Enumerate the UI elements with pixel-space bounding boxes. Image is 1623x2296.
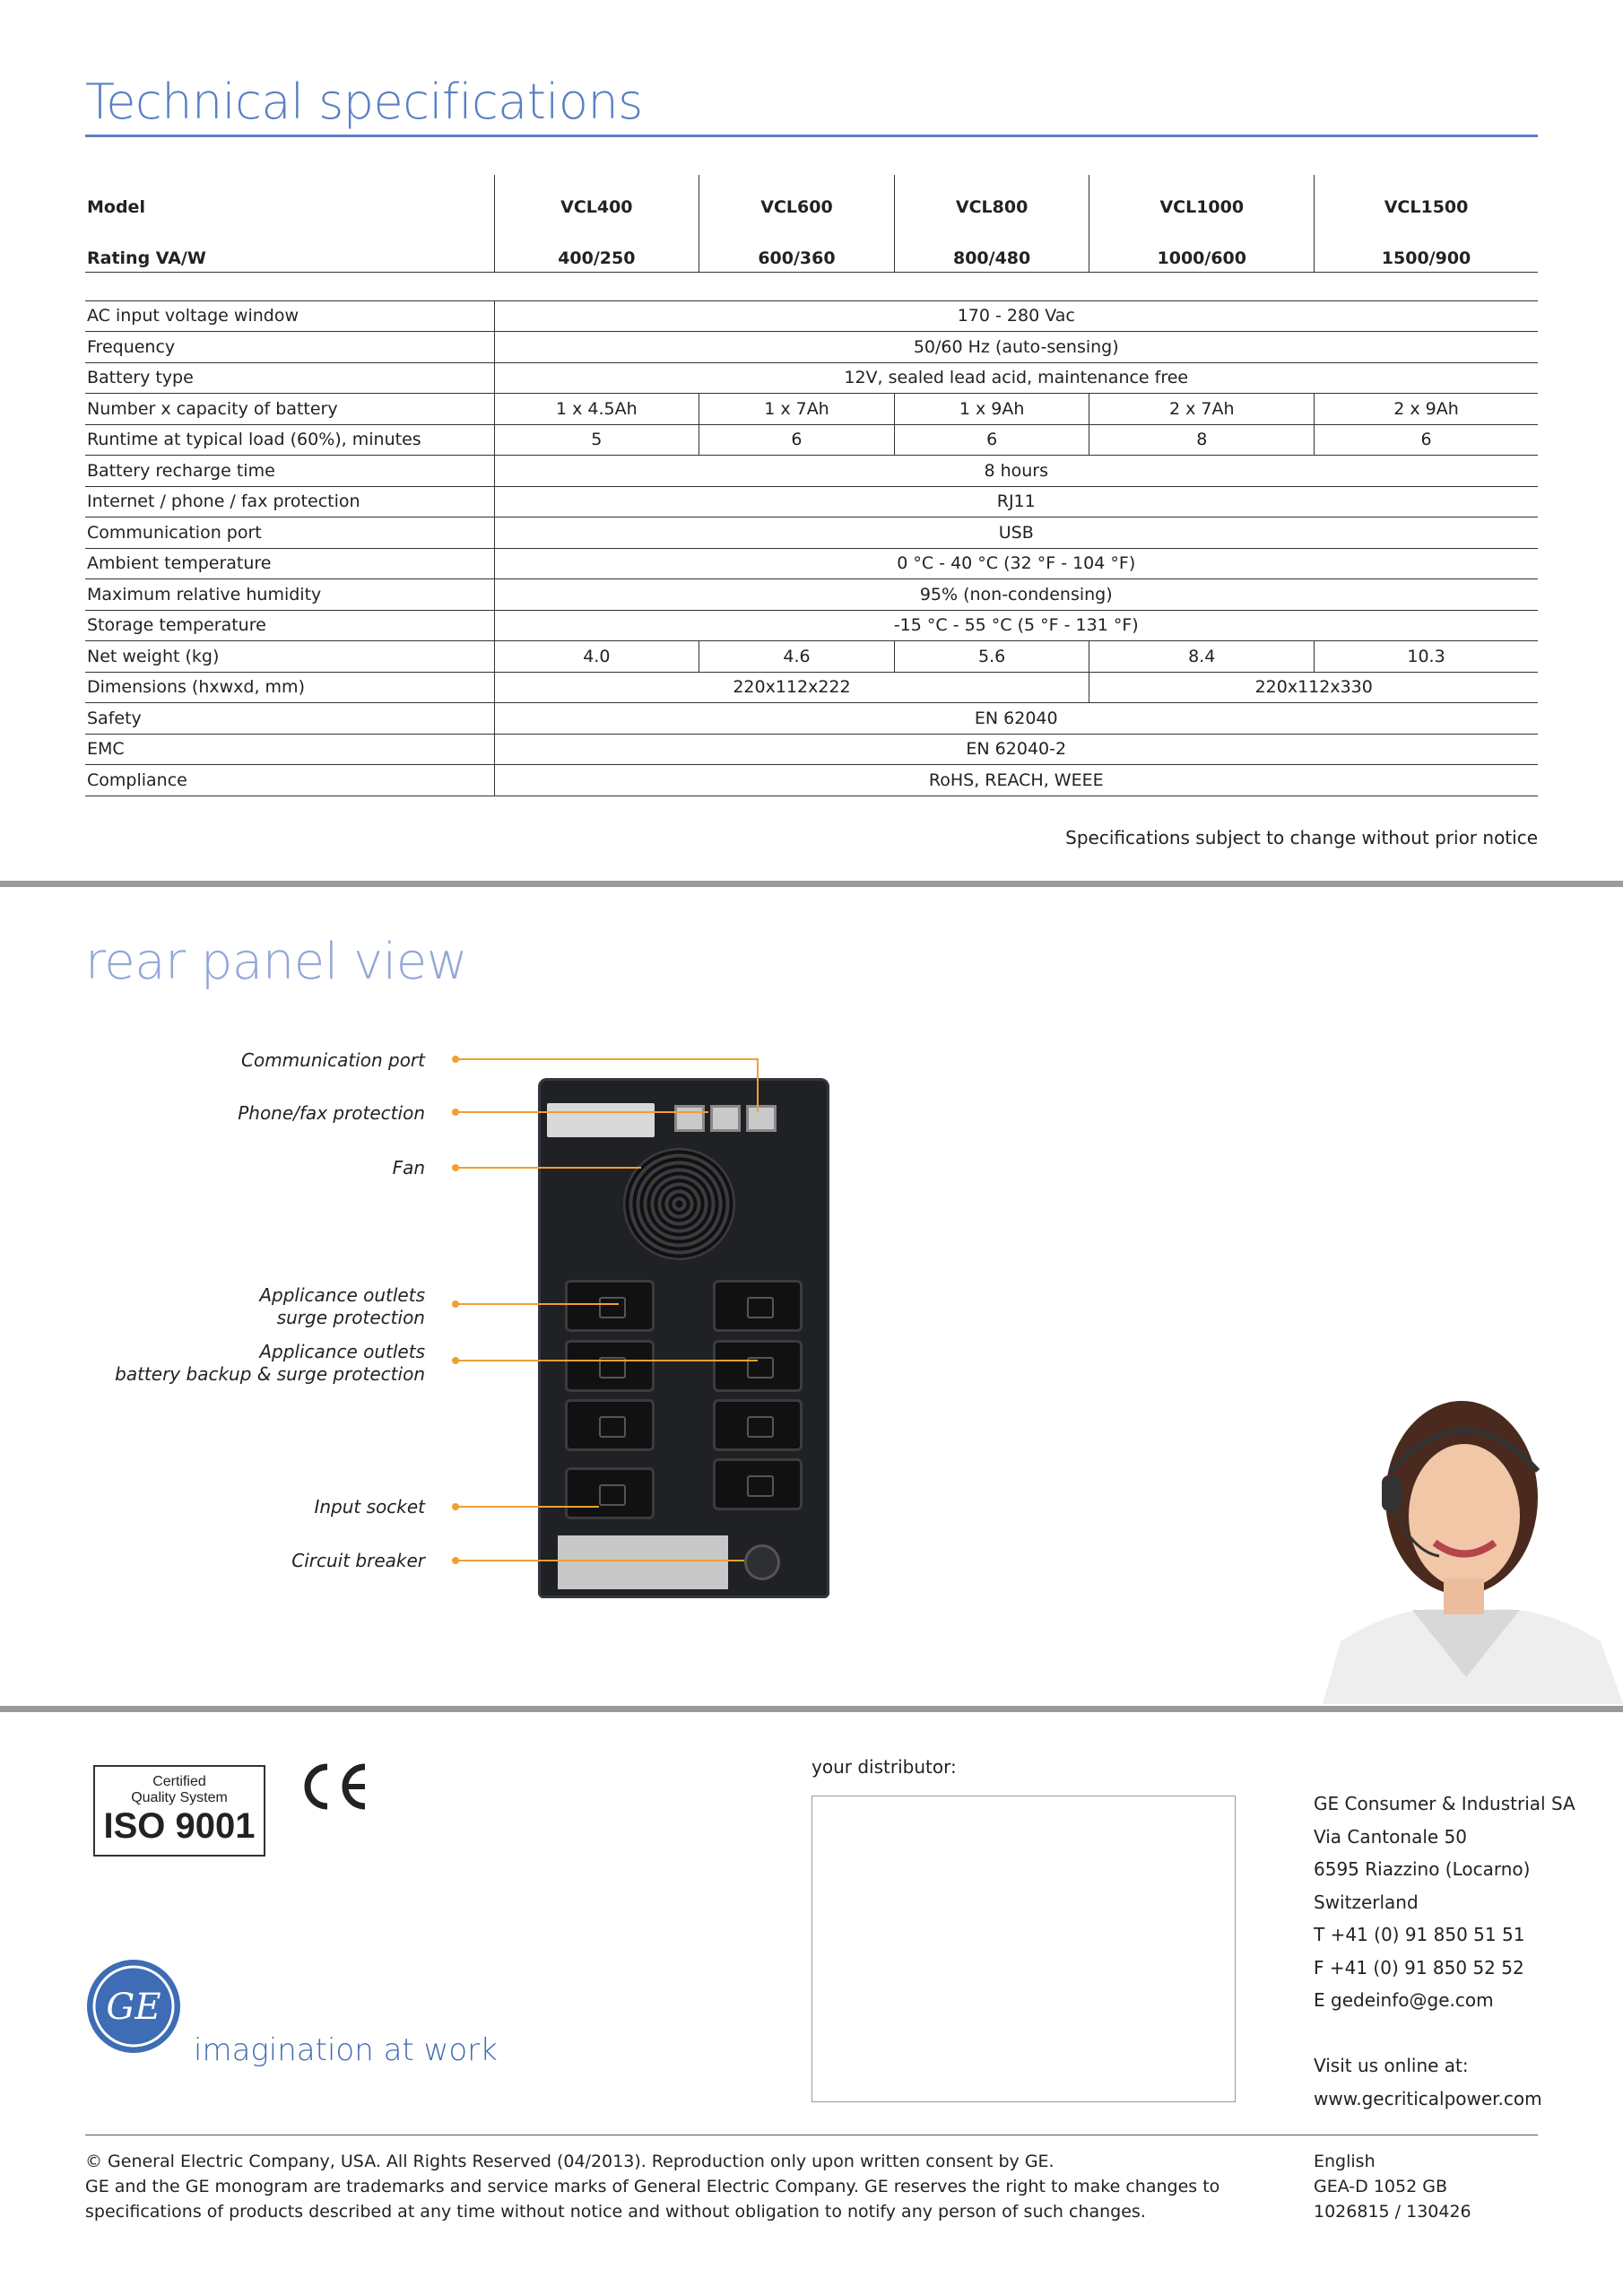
row-label: Compliance	[85, 765, 494, 796]
row-value: USB	[494, 517, 1538, 549]
leader-dot	[452, 1557, 459, 1564]
company-address	[1314, 1787, 1575, 2115]
model-cell: VCL400	[494, 175, 699, 239]
rating-label: Rating VA/W	[85, 239, 494, 272]
callout-text: battery backup & surge protection	[115, 1363, 425, 1385]
rating-cell: 600/360	[699, 239, 895, 272]
model-label: Model	[87, 197, 145, 217]
svg-text:GE: GE	[106, 1987, 161, 2028]
rating-cell: 800/480	[894, 239, 1089, 272]
row-label: Ambient temperature	[85, 548, 494, 579]
row-value: 1 x 9Ah	[894, 394, 1089, 425]
callout-text: Circuit breaker	[291, 1550, 425, 1571]
leader-dot	[452, 1503, 459, 1510]
leader-dot	[452, 1357, 459, 1364]
row-value: 1 x 4.5Ah	[494, 394, 699, 425]
address-line: Visit us online at:	[1314, 2055, 1469, 2076]
leader-dot	[452, 1164, 459, 1171]
page-title: Technical specifications	[85, 74, 643, 130]
website-link[interactable]: www.gecriticalpower.com	[1314, 2087, 1542, 2109]
row-value: RoHS, REACH, WEEE	[494, 765, 1538, 796]
model-cell: VCL1500	[1315, 175, 1538, 239]
row-label: Number x capacity of battery	[85, 394, 494, 425]
row-value: 4.0	[494, 641, 699, 673]
row-value: 8.4	[1089, 641, 1315, 673]
row-value: 2 x 9Ah	[1315, 394, 1538, 425]
row-label: Communication port	[85, 517, 494, 549]
document-code: GEA-D 1052 GB	[1314, 2177, 1447, 2196]
callout-text: Fan	[392, 1157, 425, 1178]
leader-dot	[452, 1109, 459, 1116]
row-label: Frequency	[85, 332, 494, 363]
iso-line: Quality System	[131, 1790, 228, 1805]
document-codes	[1314, 2149, 1471, 2224]
legal-text	[85, 2149, 1251, 2224]
row-value: 6	[699, 424, 895, 456]
address-line: F +41 (0) 91 850 52 52	[1314, 1956, 1524, 1979]
row-label: Battery recharge time	[85, 456, 494, 487]
model-cell: VCL1000	[1089, 175, 1315, 239]
row-label: Dimensions (hxwxd, mm)	[85, 672, 494, 703]
leader-dot	[452, 1300, 459, 1308]
leader-line	[456, 1059, 758, 1112]
address-line: T +41 (0) 91 850 51 51	[1314, 1924, 1525, 1945]
address-line: GE Consumer & Industrial SA	[1314, 1793, 1575, 1814]
address-line: Via Cantonale 50	[1314, 1825, 1467, 1848]
tagline: imagination at work	[194, 2032, 498, 2068]
row-value: 2 x 7Ah	[1089, 394, 1315, 425]
row-value: 4.6	[699, 641, 895, 673]
row-value: 8 hours	[494, 456, 1538, 487]
row-value: 220x112x330	[1089, 672, 1538, 703]
row-value: 50/60 Hz (auto-sensing)	[494, 332, 1538, 363]
leader-dot	[452, 1056, 459, 1063]
row-label: Maximum relative humidity	[85, 579, 494, 611]
row-label: Runtime at typical load (60%), minutes	[85, 424, 494, 456]
ge-monogram-logo	[85, 1958, 182, 2055]
support-agent-photo	[1305, 1372, 1623, 1704]
ce-mark-icon	[300, 1760, 372, 1813]
iso-line: Certified	[152, 1774, 206, 1789]
row-value: EN 62040-2	[494, 734, 1538, 765]
callout-text: Communication port	[241, 1049, 425, 1071]
callout-text: Input socket	[314, 1496, 425, 1518]
legal-line: © General Electric Company, USA. All Rights Reserved (04/2013). Reproduction only upon written consent by GE.	[85, 2152, 1055, 2171]
callout-text: Applicance outlets	[259, 1284, 425, 1306]
rating-cell: 1500/900	[1315, 239, 1538, 272]
callout-text: surge protection	[276, 1307, 425, 1328]
distributor-label: your distributor:	[812, 1756, 957, 1778]
row-label: Internet / phone / fax protection	[85, 486, 494, 517]
row-label: AC input voltage window	[85, 300, 494, 332]
row-value: 5.6	[894, 641, 1089, 673]
row-value: EN 62040	[494, 703, 1538, 735]
document-number: 1026815 / 130426	[1314, 2202, 1471, 2222]
rating-cell: 1000/600	[1089, 239, 1315, 272]
row-value: 95% (non-condensing)	[494, 579, 1538, 611]
row-value: RJ11	[494, 486, 1538, 517]
row-label: Storage temperature	[85, 610, 494, 641]
row-label: Safety	[85, 703, 494, 735]
row-value: 0 °C - 40 °C (32 °F - 104 °F)	[494, 548, 1538, 579]
rear-panel-title: rear panel view	[85, 933, 468, 991]
row-value: 6	[894, 424, 1089, 456]
distributor-box	[812, 1796, 1236, 2102]
address-line: Switzerland	[1314, 1891, 1419, 1913]
row-value: -15 °C - 55 °C (5 °F - 131 °F)	[494, 610, 1538, 641]
row-value: 5	[494, 424, 699, 456]
address-line: E gedeinfo@ge.com	[1314, 1989, 1494, 2011]
iso-title: ISO 9001	[103, 1806, 256, 1846]
row-label: Battery type	[85, 362, 494, 394]
legal-line: GE and the GE monogram are trademarks and service marks of General Electric Company. GE reserves the right to make changes to	[85, 2177, 1220, 2196]
row-value: 10.3	[1315, 641, 1538, 673]
row-label: Net weight (kg)	[85, 641, 494, 673]
address-line: 6595 Riazzino (Locarno)	[1314, 1858, 1531, 1880]
row-value: 6	[1315, 424, 1538, 456]
row-value: 8	[1089, 424, 1315, 456]
callout-text: Phone/fax protection	[238, 1102, 425, 1124]
row-label: EMC	[85, 734, 494, 765]
row-value: 170 - 280 Vac	[494, 300, 1538, 332]
model-cell: VCL800	[894, 175, 1089, 239]
legal-line: specifications of products described at any time without notice and without obligation to notify any person of such changes.	[85, 2202, 1146, 2222]
row-value: 12V, sealed lead acid, maintenance free	[494, 362, 1538, 394]
spec-notice: Specifications subject to change without prior notice	[1065, 827, 1538, 848]
row-value: 1 x 7Ah	[699, 394, 895, 425]
language: English	[1314, 2152, 1376, 2171]
section-divider	[0, 1706, 1623, 1712]
rating-cell: 400/250	[494, 239, 699, 272]
address-line	[1314, 2017, 1575, 2050]
model-cell: VCL600	[699, 175, 895, 239]
callout-text: Applicance outlets	[259, 1341, 425, 1362]
row-value: 220x112x222	[494, 672, 1089, 703]
iso-9001-badge	[93, 1765, 265, 1857]
